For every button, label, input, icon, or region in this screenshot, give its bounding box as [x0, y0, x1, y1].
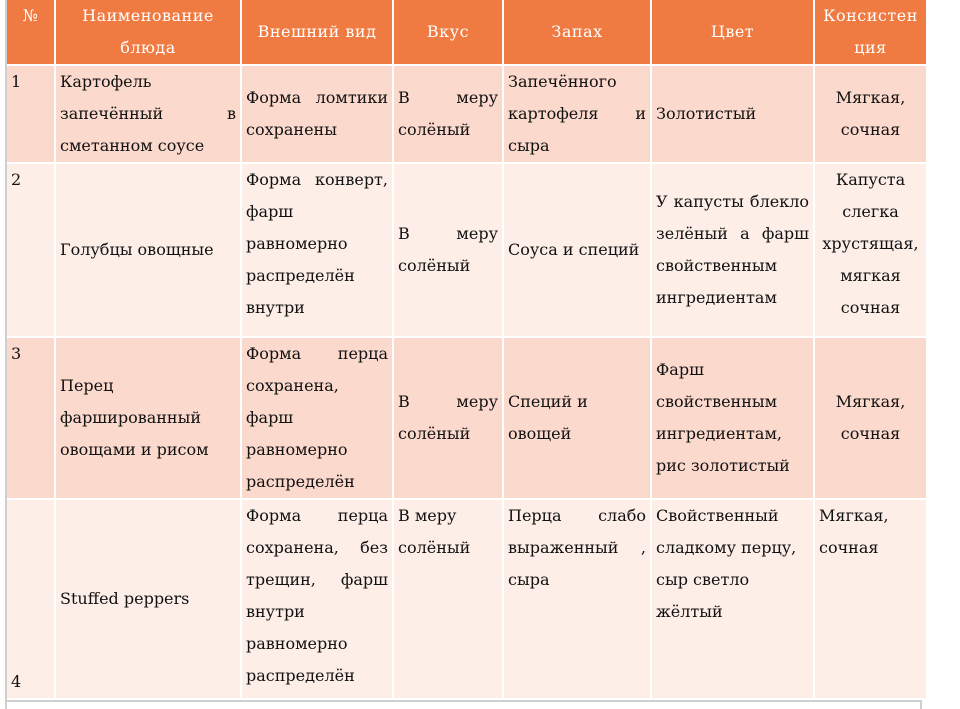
row-taste: В меру солёный: [393, 499, 503, 699]
row-consistency: Капуста слегка хрустящая, мягкая сочная: [814, 163, 927, 337]
row-taste: В меру солёный: [393, 337, 503, 499]
row-smell: Запечённого картофеля и сыра: [503, 65, 651, 163]
row-num: 2: [7, 163, 55, 337]
table-row: [7, 163, 927, 337]
row-consistency: Мягкая, сочная: [814, 337, 927, 499]
header-row: [7, 0, 927, 65]
row-consistency: Мягкая, сочная: [814, 65, 927, 163]
row-appearance: Форма конверт, фарш равномерно распределён внутри: [241, 163, 393, 337]
row-color: Свойственный сладкому перцу, сыр светло жёлтый: [651, 499, 814, 699]
table-row: [7, 65, 927, 163]
table-row: [7, 499, 927, 699]
row-smell: Перца слабо выраженный , сыра: [503, 499, 651, 699]
row-num: 1: [7, 65, 55, 163]
row-num: 4: [7, 499, 55, 699]
table-row: [7, 337, 927, 499]
row-smell: Специй и овощей: [503, 337, 651, 499]
row-name: Stuffed peppers: [55, 499, 241, 699]
row-appearance: Форма ломтики сохранены: [241, 65, 393, 163]
header-appearance: Внешний вид: [241, 0, 393, 65]
header-taste: Вкус: [393, 0, 503, 65]
header-smell: Запах: [503, 0, 651, 65]
row-smell: Соуса и специй: [503, 163, 651, 337]
row-appearance: Форма перца сохранена, фарш равномерно распределён: [241, 337, 393, 499]
row-name: Перец фаршированный овощами и рисом: [55, 337, 241, 499]
header-consistency: Консистенция: [814, 0, 927, 65]
header-num: №: [7, 0, 55, 65]
row-name: Картофель запечённый в сметанном соусе: [55, 65, 241, 163]
row-taste: В меру солёный: [393, 65, 503, 163]
row-taste: В меру солёный: [393, 163, 503, 337]
dish-evaluation-table: [7, 0, 928, 700]
row-color: У капусты блекло зелёный а фарш свойственным ингредиентам: [651, 163, 814, 337]
frame-bottom-line: [5, 700, 922, 702]
row-consistency: Мягкая, сочная: [814, 499, 927, 699]
row-num: 3: [7, 337, 55, 499]
row-color: Золотистый: [651, 65, 814, 163]
row-name: Голубцы овощные: [55, 163, 241, 337]
header-color: Цвет: [651, 0, 814, 65]
row-appearance: Форма перца сохранена, без трещин, фарш внутри равномерно распределён: [241, 499, 393, 699]
header-name: Наименование блюда: [55, 0, 241, 65]
row-color: Фарш свойственным ингредиентам, рис золотистый: [651, 337, 814, 499]
